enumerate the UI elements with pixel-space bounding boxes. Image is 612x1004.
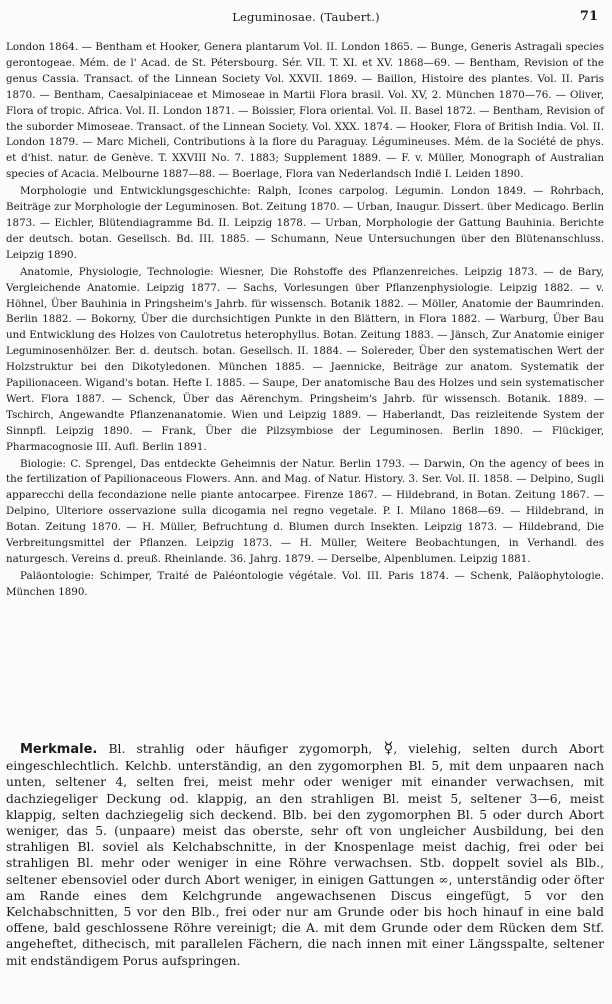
merkmale-heading: Merkmale.	[20, 742, 98, 757]
merkmale-section	[6, 740, 604, 969]
bibliography-morphology: Morphologie und Entwicklungsgeschichte: Ralph, Icones carpolog. Legumin. London 1849. — Rohrbach, Beiträge zur Morphologie der Leguminosen. Bot. Zeitung 1870. — Urban, Inaugur. Dissert. über Medicago. Berlin 1873. — Eichler, Blütendiagramme Bd. II. Leipzig 1878. — Urban, Morphologie der Gattung Bauhinia. Berichte der deutsch. botan. Gesellsch. Bd. III. 1885. — Schumann, Neue Untersuchungen über den Blütenanschluss. Leipzig 1890.	[6, 185, 604, 261]
bibliography-paleontology: Paläontologie: Schimper, Traité de Paléontologie végétale. Vol. III. Paris 1874. — Schenk, Paläophytologie. München 1890.	[6, 569, 604, 598]
running-head	[6, 10, 606, 28]
hermaphrodite-symbol-icon: ☿	[383, 738, 394, 757]
merkmale-body: , vielehig, selten durch Abort eingeschlechtlich. Kelchb. unterständig, an den zygomorphen Bl. 5, mit dem unpaaren nach unten, seltener 4, selten frei, meist mehr oder weniger mit einander verwachsen, mit dachziegeliger Deckung od. klappig, an den strahligen Bl. meist 5, seltener 3—6, meist klappig, selten dachziegelig sich deckend. Blb. bei den zygomorphen Bl. 5 oder durch Abort weniger, das 5. (unpaare) meist das oberste, sehr oft von ungleicher Ausbildung, bei den strahligen Bl. soviel als Kelchabschnitte, in der Knospenlage meist dachig, frei oder bei strahligen Bl. mehr oder weniger in eine Röhre verwachsen. Stb. doppelt soviel als Blb., seltener ebensoviel oder durch Abort weniger, in einigen Gattungen ∞, unterständig oder öfter am Rande eines dem Kelchgrunde angewachsenen Discus eingefügt, 5 vor den Kelchabschnitten, 5 vor den Blb., frei oder nur am Grunde oder bis hoch hinauf in eine bald offene, bald geschlossene Röhre vereinigt; die A. mit dem Grunde oder dem Rücken dem Stf. angeheftet, dithecisch, mit parallelen Fächern, die nach innen mit einer Längsspalte, seltener mit endständigem Porus aufspringen.	[6, 742, 604, 968]
bibliography-section	[6, 40, 604, 602]
merkmale-paragraph	[6, 740, 604, 969]
bibliography-anatomy: Anatomie, Physiologie, Technologie: Wiesner, Die Rohstoffe des Pflanzenreiches. Leipzig 1873. — de Bary, Vergleichende Anatomie. Leipzig 1877. — Sachs, Vorlesungen über Pflanzenphysiologie. Leipzig 1882. — v. Höhnel, Über Bauhinia in Pringsheim's Jahrb. für wissensch. Botanik 1882. — Möller, Anatomie der Baumrinden. Berlin 1882. — Bokorny, Über die durchsichtigen Punkte in den Blättern, in Flora 1882. — Warburg, Über Bau und Entwicklung des Holzes von Caulotretus heterophyllus. Botan. Zeitung 1883. — Jänsch, Zur Anatomie einiger Leguminosenhölzer. Ber. d. deutsch. botan. Gesellsch. II. 1884. — Solereder, Über den systematischen Wert der Holzstruktur bei den Dikotyledonen. München 1885. — Jaennicke, Beiträge zur anatom. Systematik der Papilionaceen. Wigand's botan. Hefte I. 1885. — Saupe, Der anatomische Bau des Holzes und sein systematischer Wert. Flora 1887. — Schenck, Über das Aërenchym. Pringsheim's Jahrb. für wissensch. Botanik. 1889. — Tschirch, Angewandte Pflanzenanatomie. Wien und Leipzig 1889. — Haberlandt, Das reizleitende System der Sinnpfl. Leipzig 1890. — Frank, Über die Pilzsymbiose der Leguminosen. Berlin 1890. — Flückiger, Pharmacognosie III. Aufl. Berlin 1891.	[6, 265, 604, 453]
bibliography-biology: Biologie: C. Sprengel, Das entdeckte Geheimnis der Natur. Berlin 1793. — Darwin, On the agency of bees in the fertilization of Papilionaceous Flowers. Ann. and Mag. of Natur. History. 3. Ser. Vol. II. 1858. — Delpino, Sugli apparecchi della fecondazione nelle piante antocarpee. Firenze 1867. — Hildebrand, in Botan. Zeitung 1867. — Delpino, Ulteriore osservazione sulla dicogamia nel regno vegetale. P. I. Milano 1868—69. — Hildebrand, in Botan. Zeitung 1870. — H. Müller, Befruchtung d. Blumen durch Insekten. Leipzig 1873. — Hildebrand, Die Verbreitungsmittel der Pflanzen. Leipzig 1873. — H. Müller, Weitere Beobachtungen, in Verhandl. des naturgesch. Vereins d. preuß. Rheinlande. 36. Jahrg. 1879. — Derselbe, Alpenblumen. Leipzig 1881.	[6, 457, 604, 565]
bibliography-systematics: London 1864. — Bentham et Hooker, Genera plantarum Vol. II. London 1865. — Bunge, Generis Astragali species gerontogeae. Mém. de l' Acad. de St. Pétersbourg. Sér. VII. T. XI. et XV. 1868—69. — Bentham, Revision of the genus Cassia. Transact. of the Linnean Society Vol. XXVII. 1869. — Baillon, Histoire des plantes. Vol. II. Paris 1870. — Bentham, Caesalpiniaceae et Mimoseae in Martii Flora brasil. Vol. XV, 2. München 1870—76. — Oliver, Flora of tropic. Africa. Vol. II. London 1871. — Boissier, Flora oriental. Vol. II. Basel 1872. — Bentham, Revision of the suborder Mimoseae. Transact. of the Linnean Society. Vol. XXX. 1874. — Hooker, Flora of British India. Vol. II. London 1879. — Marc Micheli, Contributions à la flore du Paraguay. Légumineuses. Mém. de la Société de phys. et d'hist. natur. de Genève. T. XXVIII No. 7. 1883; Supplement 1889. — F. v. Müller, Monograph of Australian species of Acacia. Melbourne 1887—88. — Boerlage, Flora van Nederlandsch Indië I. Leiden 1890.	[6, 41, 604, 181]
page-number: 71	[579, 9, 598, 24]
running-title: Leguminosae. (Taubert.)	[232, 10, 380, 24]
merkmale-lead: Bl. strahlig oder häufiger zygomorph,	[108, 742, 373, 756]
